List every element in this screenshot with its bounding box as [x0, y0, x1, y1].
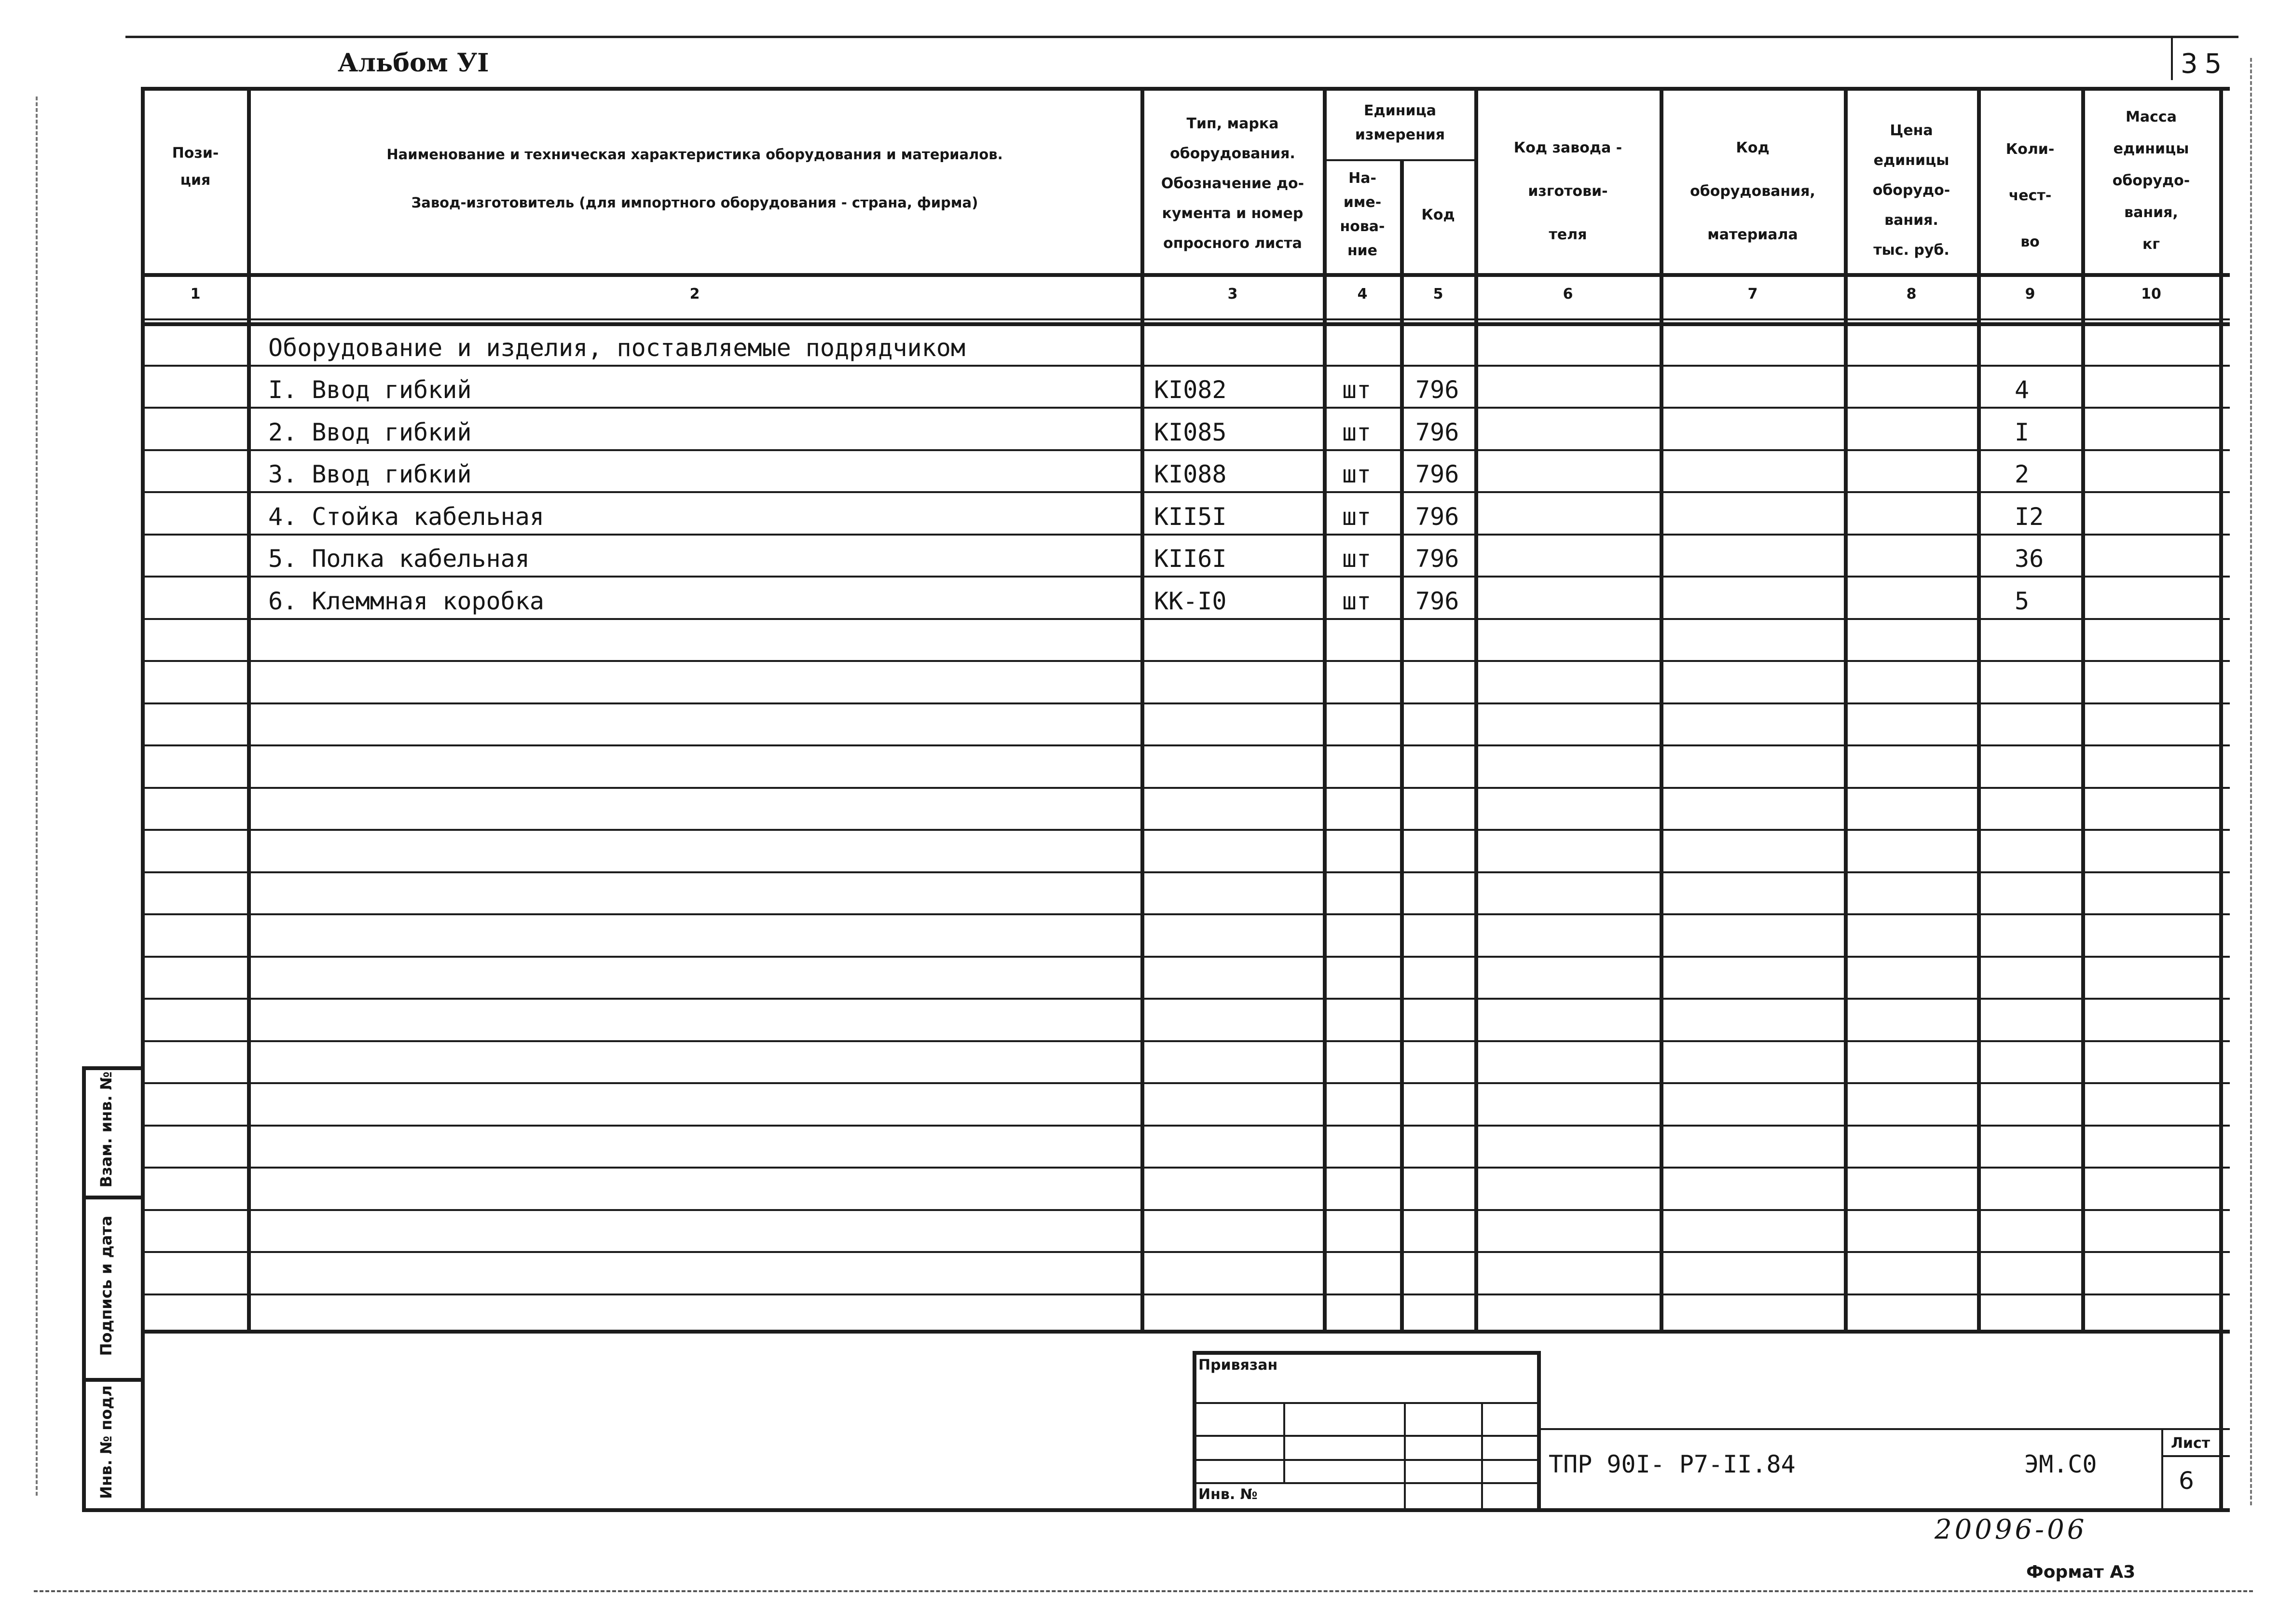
row-line	[141, 449, 2230, 451]
side-vzam-inv: Взам. инв. №	[97, 1071, 115, 1188]
row-unit: шт	[1342, 503, 1372, 531]
section-title: Оборудование и изделия, поставляемые подрядчиком	[268, 334, 965, 362]
top-border-line	[125, 36, 2238, 38]
header-position: Пози- ция	[172, 145, 219, 189]
header-mass: Масса единицы оборудо- вания, кг	[2112, 109, 2190, 253]
row-line	[141, 1040, 2230, 1042]
row-line	[141, 1125, 2230, 1127]
row-line	[141, 660, 2230, 662]
row-name: 3. Ввод гибкий	[268, 460, 472, 488]
row-line	[141, 998, 2230, 1000]
row-line	[141, 1167, 2230, 1169]
row-quantity: 5	[2015, 587, 2030, 615]
column-number: 2	[689, 286, 700, 303]
row-unit: шт	[1342, 545, 1372, 573]
row-line	[141, 871, 2230, 873]
header-quantity: Коли- чест- во	[2005, 141, 2055, 250]
row-name: 6. Клеммная коробка	[268, 587, 544, 615]
corner-divider	[2171, 37, 2173, 80]
header-plant-code: Код завода - изготови- теля	[1513, 139, 1622, 243]
column-number: 10	[2141, 286, 2161, 303]
list-number: 6	[2179, 1467, 2194, 1495]
row-line	[141, 1294, 2230, 1295]
row-line	[141, 365, 2230, 367]
row-line	[141, 576, 2230, 578]
row-name: 5. Полка кабельная	[268, 545, 530, 573]
row-unit-code: 796	[1415, 376, 1459, 404]
row-quantity: 4	[2015, 376, 2030, 404]
row-type: КII5I	[1154, 503, 1227, 531]
header-type: Тип, марка оборудования. Обозначение до- кумента и номер опросного листа	[1161, 115, 1304, 252]
row-line	[141, 702, 2230, 704]
row-line	[141, 1251, 2230, 1253]
row-line	[141, 1082, 2230, 1084]
column-number: 9	[2025, 286, 2035, 303]
archive-number: 20096-06	[1935, 1514, 2087, 1545]
row-line	[141, 534, 2230, 536]
row-unit-code: 796	[1415, 587, 1459, 615]
row-unit: шт	[1342, 587, 1372, 615]
row-line	[141, 618, 2230, 620]
row-name: 2. Ввод гибкий	[268, 418, 472, 446]
column-number: 8	[1906, 286, 1917, 303]
format-label: Формат А3	[2026, 1562, 2136, 1582]
row-line	[141, 491, 2230, 493]
inv-no-label: Инв. №	[1198, 1486, 1258, 1503]
bottom-border-line	[34, 1590, 2253, 1592]
row-type: КК-I0	[1154, 587, 1227, 615]
sheet-code: ЭМ.С0	[2024, 1450, 2097, 1478]
column-number: 1	[190, 286, 201, 303]
column-number: 5	[1433, 286, 1443, 303]
header-unit-code: Код	[1421, 206, 1455, 223]
right-edge-marks	[2250, 58, 2252, 1505]
row-line	[141, 956, 2230, 958]
row-line	[141, 744, 2230, 746]
row-unit: шт	[1342, 376, 1372, 404]
header-unit-name: На- име- нова- ние	[1340, 170, 1385, 259]
row-quantity: 36	[2015, 545, 2044, 573]
side-inv-podl: Инв. № подл	[97, 1385, 115, 1499]
album-title: Альбом УI	[338, 48, 489, 78]
column-number: 4	[1357, 286, 1368, 303]
column-number: 3	[1227, 286, 1238, 303]
row-line	[141, 787, 2230, 789]
row-name: 4. Стойка кабельная	[268, 503, 544, 531]
privyazan-label: Привязан	[1198, 1357, 1278, 1374]
row-type: КI088	[1154, 460, 1227, 488]
page-corner-number: 35	[2181, 48, 2229, 80]
row-line	[141, 1209, 2230, 1211]
row-unit-code: 796	[1415, 460, 1459, 488]
row-unit: шт	[1342, 418, 1372, 446]
row-line	[141, 913, 2230, 915]
header-equipment-code: Код оборудования, материала	[1690, 139, 1815, 243]
header-unit-group: Единица измерения	[1355, 102, 1445, 143]
row-line	[141, 407, 2230, 409]
list-label: Лист	[2171, 1435, 2210, 1452]
row-type: КI085	[1154, 418, 1227, 446]
row-quantity: I	[2015, 418, 2030, 446]
side-podpis-data: Подпись и дата	[97, 1215, 115, 1356]
row-unit: шт	[1342, 460, 1372, 488]
row-quantity: I2	[2015, 503, 2044, 531]
column-number: 6	[1563, 286, 1573, 303]
row-unit-code: 796	[1415, 418, 1459, 446]
left-edge-marks	[36, 96, 38, 1496]
header-name: Наименование и техническая характеристика оборудования и материалов. Завод-изготовитель (для импортного оборудования - страна, фирма)	[386, 146, 1003, 211]
header-price: Цена единицы оборудо- вания. тыс. руб.	[1872, 122, 1950, 259]
document-code: ТПР 90I- Р7-II.84	[1549, 1450, 1796, 1478]
row-type: КII6I	[1154, 545, 1227, 573]
row-type: КI082	[1154, 376, 1227, 404]
row-unit-code: 796	[1415, 503, 1459, 531]
column-number: 7	[1747, 286, 1758, 303]
row-unit-code: 796	[1415, 545, 1459, 573]
row-quantity: 2	[2015, 460, 2030, 488]
row-name: I. Ввод гибкий	[268, 376, 472, 404]
row-line	[141, 829, 2230, 831]
